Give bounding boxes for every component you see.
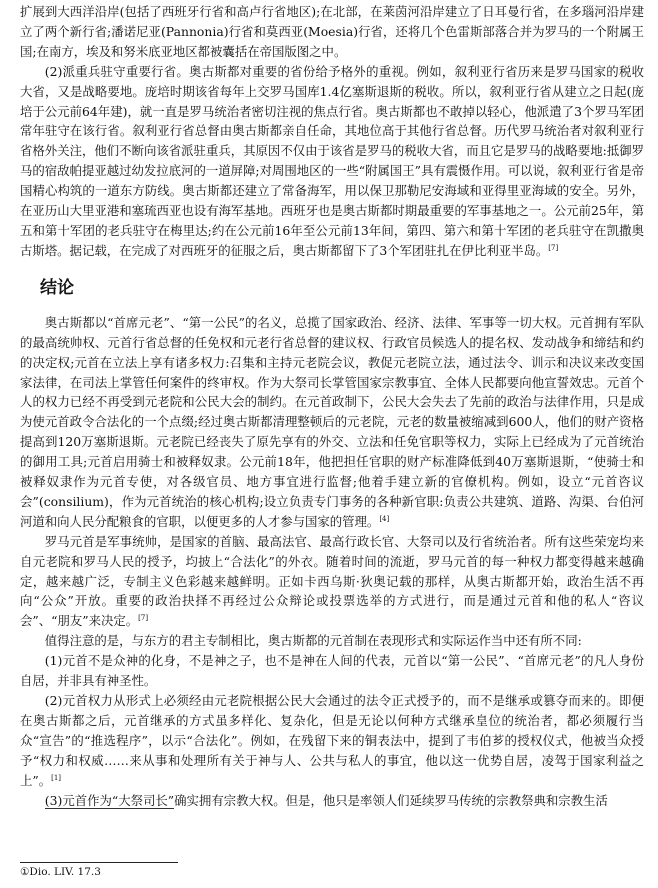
citation-marker: [7] (138, 614, 149, 623)
paragraph-point-three (20, 791, 644, 811)
paragraph-conclusion-princeps (20, 532, 644, 632)
underlined-phrase: (3)元首作为“大祭司长” (44, 792, 175, 808)
paragraph-conclusion-powers (20, 313, 644, 532)
paragraph-text: 值得注意的是，与东方的君主专制相比，奥古斯都的元首制在表现形式和实际运作当中还有所不同: (44, 633, 582, 649)
paragraph-text: 确实拥有宗教大权。但是，他只是率领人们延续罗马传统的宗教祭典和宗教生活 (174, 792, 608, 808)
paragraph-text: (2)元首权力从形式上必须经由元老院根据公民大会通过的法令正式授予的，而不是继承或篡夺而来的。即便在奥古斯都之后，元首继承的方式虽多样化、复杂化，但是无论以何种方式继承皇位的统治者，都必须履行当众“宣告”的“推选程序”，以示“合法化”。例如，在残留下来的铜表法中，提到了韦伯芗的授权仪式，他被当众授予“权力和权威……来从事和处理所有关于神与人、公共与私人的事宜，他以这一优势自居，凌驾于国家利益之上”。 (20, 693, 644, 788)
paragraph-conclusion-differences (20, 631, 644, 651)
paragraph-text: 罗马元首是军事统帅，是国家的首脑、最高法官、最高行政长官、大祭司以及行省统治者。所有这些荣宠均来自元老院和罗马人民的授予，均披上“合法化”的外衣。随着时间的流逝，罗马元首的每一种权力都变得越来越确定，越来越广泛，专制主义色彩越来越鲜明。正如卡西乌斯·狄奥记载的那样，从奥古斯都开始，政治生活不再向“公众”开放。重要的政治抉择不再经过公众辩论或投票选举的方式进行，而是通过元首和他的私人“咨议会”、“朋友”来决定。 (20, 533, 644, 629)
paragraph-text: 奥古斯都以“首席元老”、“第一公民”的名义，总揽了国家政治、经济、法律、军事等一切大权。元首拥有军队的最高统帅权、元首行省总督的任免权和元老行省总督的建议权、行政官员候选人的提名权、发动战争和缔结和约的决定权;元首在立法上享有诸多权力:召集和主持元老院会议，教促元老院立法，通过法令、训示和决议来改变国家法律，在司法上掌管任何案件的终审权。作为大祭司长掌管国家宗教事宜、全体人民都要向他宣誓效忠。元首个人的权力已经不再受到元老院和公民大会的制约。在元首政制下，公民大会失去了先前的政治与法律作用，只是成为使元首政令合法化的一个点缀;经过奥古斯都清理整顿后的元老院，元老的数量被缩减到600人，他们的财产资格提高到120万塞斯退斯。元老院已经丧失了原先享有的外交、立法和任免官职等权力，实际上已经成为了元首统治的御用工具;元首启用骑士和被释奴隶。公元前18年，他把担任官职的财产标准降低到40万塞斯退斯，“使骑士和被释奴隶作为元首专使，对各级官员、地方事宜进行监督;他着手建立新的官僚机构。例如，设立“元首咨议会”(consilium)，作为元首统治的核心机构;设立负责专门事务的各种新官职:负责公共建筑、道路、沟渠、台伯河河道和向人民分配粮食的官职，以便更多的人才参与国家的管理。 (20, 314, 644, 529)
paragraph-garrison-provinces (20, 62, 644, 261)
paragraph-point-one (20, 651, 644, 691)
paragraph-point-two (20, 691, 644, 791)
paragraph-text: 扩展到大西洋沿岸(包括了西班牙行省和高卢行省地区);在北部，在莱茵河沿岸建立了日耳曼行省，在多瑙河沿岸建立了两个新行省;潘诺尼亚(Pannonia)行省和莫西亚(Moesia)行省，还将几个色雷斯部落合并为罗马的一个附属王国;在南方，埃及和努米底亚地区都被囊括在帝国版图之中。 (20, 4, 644, 59)
section-heading-conclusion: 结论 (40, 277, 74, 298)
footnote: ①Dio. LIV. 17.3 (20, 866, 101, 878)
paragraph-text: (1)元首不是众神的化身，不是神之子，也不是神在人间的代表，元首以“第一公民”、“首席元老”的凡人身份自居，并非具有神圣性。 (20, 653, 644, 689)
footnote-divider (20, 862, 178, 863)
citation-marker: [4] (379, 514, 390, 523)
citation-marker: [7] (548, 243, 559, 252)
paragraph-provinces-expansion (20, 2, 644, 62)
paragraph-text: (2)派重兵驻守重要行省。奥古斯都对重要的省份给予格外的重视。例如，叙利亚行省历来是罗马国家的税收大省，又是战略要地。庞培时期该省每年上交罗马国库1.4亿塞斯退斯的税收。所以，叙利亚行省从建立之日起(庞培于公元前64年建)，就一直是罗马统治者密切注视的焦点行省。奥古斯都也不敢掉以轻心，他派遣了3个罗马军团常年驻守在该行省。叙利亚行省总督由奥古斯都亲自任命，其地位高于其他行省总督。历代罗马统治者对叙利亚行省格外关注，他们不断向该省派驻重兵，其原因不仅由于该省是罗马的税收大省，而且它是罗马的战略要地:抵御罗马的宿敌帕提亚越过幼发拉底河的一道屏障;对周围地区的一些“附属国王”具有震慑作用。可以说，叙利亚行省是帝国精心构筑的一道东方防线。奥古斯都还建立了常备海军，用以保卫那勒尼安海域和亚得里亚海域的安全。另外，在亚历山大里亚港和塞琉西亚也设有海军基地。西班牙也是奥古斯都时期最重要的军事基地之一。公元前25年，第五和第十军团的老兵驻守在梅里达;约在公元前16年至公元前13年间，第四、第六和第十军团的老兵驻守在凯撒奥古斯塔。据记载，在完成了对西班牙的征服之后，奥古斯都留下了3个军团驻扎在伊比利亚半岛。 (20, 63, 644, 258)
citation-marker: [1] (51, 773, 62, 782)
